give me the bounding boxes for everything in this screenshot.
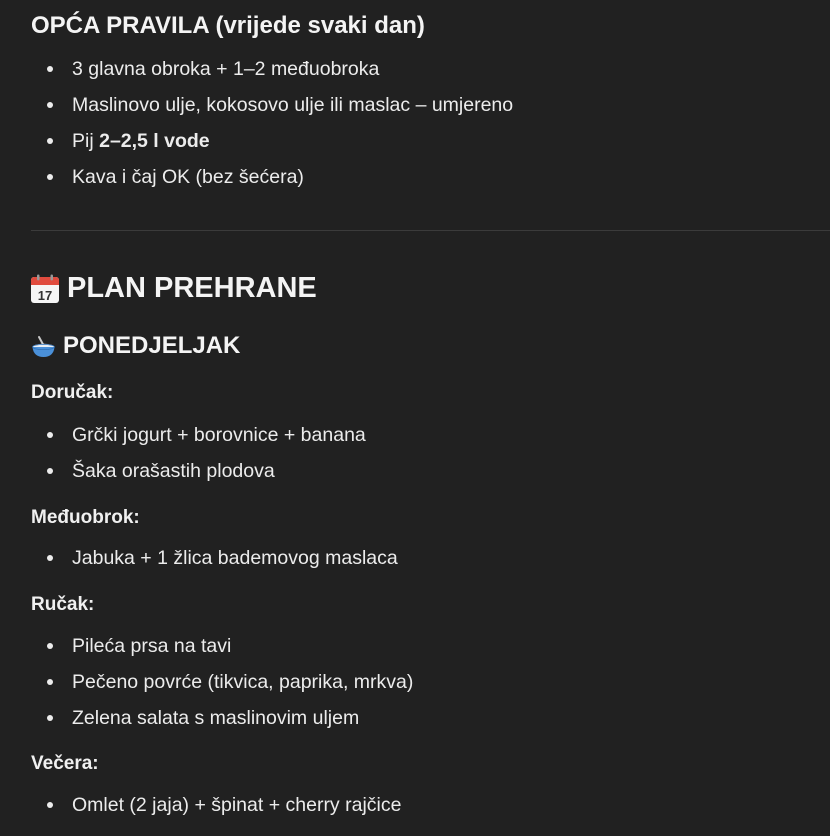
list-item-text: Zelena salata s maslinovim uljem: [72, 707, 360, 729]
bullet: [47, 715, 53, 721]
lunch-label: Ručak:: [31, 594, 95, 615]
list-item: [0, 664, 413, 700]
list-item: [0, 123, 513, 159]
bullet: [47, 66, 53, 72]
day-name: PONEDJELJAK: [63, 332, 241, 359]
list-item-text: 3 glavna obroka + 1–2 međuobroka: [72, 58, 380, 80]
section-divider: [31, 230, 830, 231]
list-item-text: Šaka orašastih plodova: [72, 460, 275, 482]
bullet: [47, 432, 53, 438]
bullet: [47, 555, 53, 561]
list-item: [0, 51, 513, 87]
snack-label: Međuobrok:: [31, 507, 140, 528]
list-item-text: Omlet (2 jaja) + špinat + cherry rajčice: [72, 794, 402, 816]
bowl-icon: [31, 335, 56, 360]
list-item-text: Maslinovo ulje, kokosovo ulje ili maslac – umjereno: [72, 94, 514, 116]
bullet: [47, 174, 53, 180]
bullet: [47, 468, 53, 474]
water-prefix: Pij: [72, 130, 100, 152]
list-item: [0, 787, 401, 823]
bullet: [47, 138, 53, 144]
plan-heading: [30, 270, 317, 306]
bullet: [47, 643, 53, 649]
lunch-list: [0, 628, 413, 736]
list-item-text: Grčki jogurt + borovnice + banana: [72, 424, 366, 446]
calendar-day: 17: [37, 288, 53, 303]
breakfast-label: Doručak:: [31, 382, 114, 403]
water-amount: 2–2,5 l vode: [99, 130, 210, 152]
calendar-icon: [30, 274, 60, 304]
list-item: [0, 628, 413, 664]
list-item-text: Kava i čaj OK (bez šećera): [72, 166, 304, 188]
list-item: [0, 87, 513, 123]
dinner-list: [0, 787, 401, 823]
general-rules-heading: OPĆA PRAVILA (vrijede svaki dan): [31, 12, 425, 39]
list-item-text: Pečeno povrće (tikvica, paprika, mrkva): [72, 671, 414, 693]
list-item: [0, 159, 513, 195]
plan-heading-text: PLAN PREHRANE: [67, 272, 317, 304]
list-item: [0, 453, 366, 489]
bullet: [47, 802, 53, 808]
bullet: [47, 102, 53, 108]
snack-list: [0, 540, 398, 576]
day-heading: [31, 331, 240, 361]
bullet: [47, 679, 53, 685]
list-item: [0, 417, 366, 453]
dinner-label: Večera:: [31, 753, 99, 774]
general-rules-list: [0, 51, 513, 195]
list-item: [0, 540, 398, 576]
list-item-text: Pileća prsa na tavi: [72, 635, 232, 657]
list-item: [0, 700, 413, 736]
list-item-text: Jabuka + 1 žlica bademovog maslaca: [72, 547, 398, 569]
breakfast-list: [0, 417, 366, 489]
